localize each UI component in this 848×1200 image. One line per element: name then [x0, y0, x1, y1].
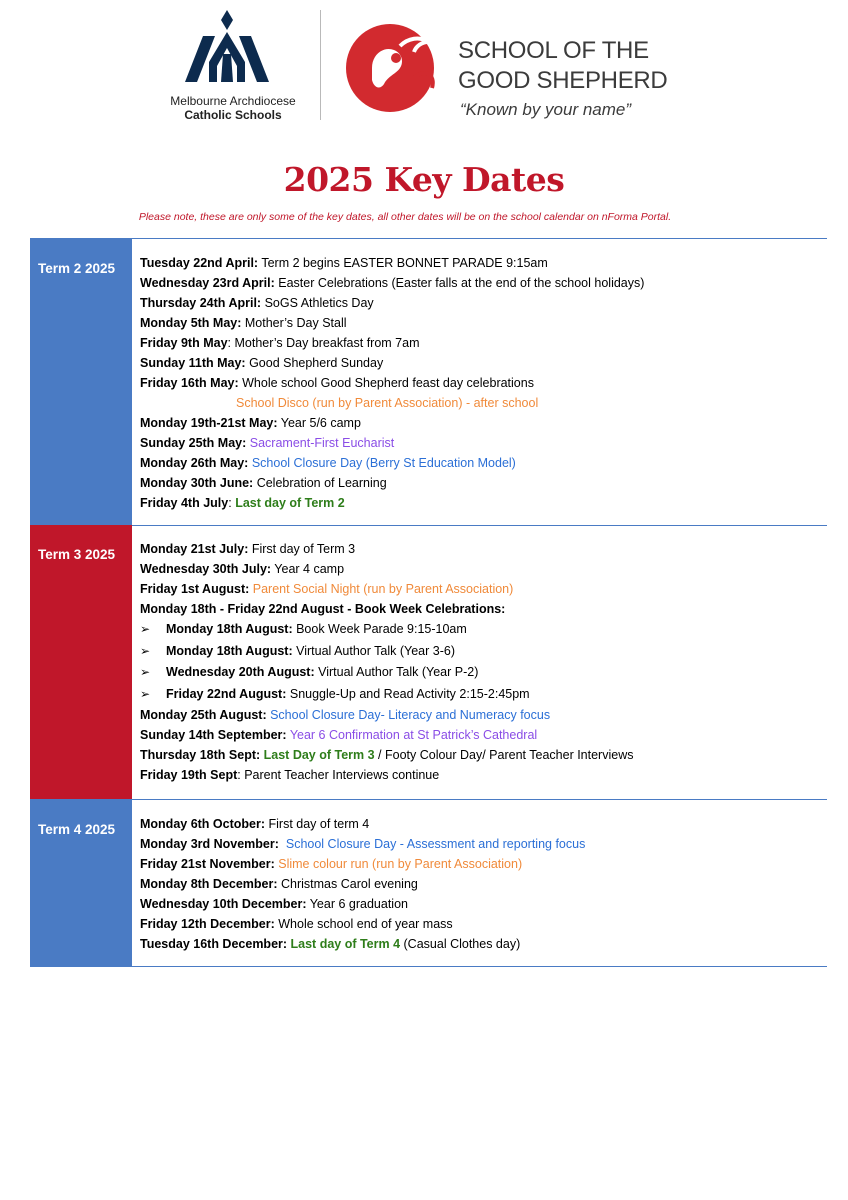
date-label: Wednesday 30th July:: [140, 562, 272, 576]
date-row: [140, 874, 827, 894]
date-row: [140, 313, 827, 333]
date-label: Monday 21st July:: [140, 542, 249, 556]
event-text: Book Week Parade 9:15-10am: [292, 622, 467, 636]
term-2-dates: [140, 253, 827, 513]
event-text: Snuggle-Up and Read Activity 2:15-2:45pm: [286, 686, 530, 701]
event-text: Year 5/6 camp: [277, 416, 361, 430]
date-label: Monday 18th - Friday 22nd August - Book Week Celebrations:: [140, 602, 506, 616]
term-4-section: [30, 799, 827, 967]
school-name-line1: SCHOOL OF THE: [458, 37, 649, 64]
date-row: [140, 854, 827, 874]
date-row: [140, 539, 827, 559]
date-row: [140, 579, 827, 599]
date-label: Wednesday 23rd April:: [140, 276, 275, 290]
date-row: [140, 559, 827, 579]
event-text: Whole school end of year mass: [274, 917, 453, 931]
date-row: [140, 253, 827, 273]
arrow-bullet-icon: ➢: [140, 686, 151, 701]
event-text: : Parent Teacher Interviews continue: [237, 768, 440, 782]
arrow-bullet-icon: ➢: [140, 643, 151, 658]
date-label: Friday 9th May: [140, 336, 228, 350]
event-text: School Disco (run by Parent Association) - after school: [236, 396, 539, 410]
event-text: School Closure Day - Assessment and reporting focus: [278, 837, 586, 851]
date-row: [140, 293, 827, 313]
arrow-bullet-icon: ➢: [140, 622, 151, 636]
event-text: Christmas Carol evening: [277, 877, 418, 891]
school-name: [458, 36, 698, 96]
event-text: Virtual Author Talk (Year P-2): [314, 665, 479, 679]
date-label: Tuesday 22nd April:: [140, 256, 259, 270]
school-name-line2: GOOD SHEPHERD: [458, 67, 668, 94]
event-text: School Closure Day- Literacy and Numeracy focus: [266, 708, 551, 722]
date-row: [140, 453, 827, 473]
date-label: Friday 19th Sept: [140, 768, 238, 782]
calendar-note: Please note, these are only some of the key dates, all other dates will be on the school calendar on nForma Portal.: [138, 211, 672, 223]
date-label: Monday 3rd November:: [140, 837, 279, 851]
date-label: Sunday 25th May:: [140, 436, 247, 450]
bullet-item: [140, 619, 827, 641]
date-row: [140, 433, 827, 453]
term-3-dates: [140, 539, 827, 785]
event-text: Sacrament-First Eucharist: [246, 436, 395, 450]
date-row: [140, 745, 827, 765]
event-text: Celebration of Learning: [253, 476, 387, 490]
term-4-dates: [140, 814, 827, 954]
date-row: [140, 894, 827, 914]
date-label: Monday 18th August:: [166, 622, 293, 636]
date-label: Monday 25th August:: [140, 708, 267, 722]
header-divider: [320, 10, 321, 120]
event-separator: :: [228, 496, 236, 510]
date-label: Monday 5th May:: [140, 316, 242, 330]
mitre-icon: [185, 10, 269, 82]
event-text: SoGS Athletics Day: [261, 296, 374, 310]
date-label: Monday 30th June:: [140, 476, 254, 490]
event-text: Last day of Term 4: [287, 937, 401, 951]
bullet-item: [140, 684, 827, 706]
event-text-extra: / Footy Colour Day/ Parent Teacher Interviews: [374, 748, 634, 762]
mac-name-line2: Catholic Schools: [184, 108, 282, 122]
date-label: Friday 1st August:: [140, 582, 250, 596]
date-row: [140, 725, 827, 745]
date-label: Friday 12th December:: [140, 917, 275, 931]
event-text: Easter Celebrations (Easter falls at the end of the school holidays): [274, 276, 645, 290]
date-row: [140, 473, 827, 493]
event-text: : Mother’s Day breakfast from 7am: [227, 336, 420, 350]
date-label: Wednesday 20th August:: [166, 665, 315, 679]
term-4-label-text: Term 4 2025: [38, 822, 116, 837]
event-text: Year 6 graduation: [306, 897, 408, 911]
date-row: [140, 914, 827, 934]
date-label: Wednesday 10th December:: [140, 897, 307, 911]
page-header: [0, 0, 848, 140]
school-tagline: “Known by your name”: [460, 100, 632, 119]
date-label: Sunday 14th September:: [140, 728, 287, 742]
event-text: Last day of Term 2: [235, 496, 345, 510]
date-row: [140, 493, 827, 513]
event-text: Parent Social Night (run by Parent Association): [249, 582, 514, 596]
date-label: Monday 6th October:: [140, 817, 266, 831]
event-text: First day of Term 3: [248, 542, 356, 556]
event-text: Last Day of Term 3: [260, 748, 375, 762]
term-2-label: [30, 239, 132, 525]
bullet-item: [140, 662, 827, 684]
mac-logo: [158, 10, 308, 125]
date-row: [140, 599, 827, 619]
term-3-label-text: Term 3 2025: [38, 547, 116, 562]
date-row: [140, 333, 827, 353]
date-label: Friday 4th July: [140, 496, 229, 510]
term-3-section: [30, 525, 827, 800]
event-text: Term 2 begins EASTER BONNET PARADE 9:15am: [258, 256, 548, 270]
bullet-item: [140, 641, 827, 663]
term-3-label: [30, 525, 132, 799]
date-label: Friday 22nd August:: [166, 686, 287, 701]
date-row: [140, 765, 827, 785]
event-text-extra: (Casual Clothes day): [400, 937, 521, 951]
event-text: First day of term 4: [265, 817, 370, 831]
event-text: School Closure Day (Berry St Education Model): [248, 456, 516, 470]
event-text: Whole school Good Shepherd feast day celebrations: [238, 376, 534, 390]
date-label: Friday 21st November:: [140, 857, 275, 871]
date-label: Monday 8th December:: [140, 877, 278, 891]
date-row: [140, 705, 827, 725]
event-text: Virtual Author Talk (Year 3-6): [292, 643, 455, 658]
good-shepherd-icon: [344, 18, 440, 114]
event-text: Year 6 Confirmation at St Patrick’s Cathedral: [286, 728, 538, 742]
arrow-bullet-icon: ➢: [140, 665, 151, 679]
date-row: [140, 353, 827, 373]
date-row: [140, 373, 827, 393]
date-label: Thursday 18th Sept:: [140, 748, 261, 762]
date-row: [140, 834, 827, 854]
date-label: Tuesday 16th December:: [140, 937, 288, 951]
event-text: Mother’s Day Stall: [241, 316, 347, 330]
date-row: [140, 413, 827, 433]
event-text: Slime colour run (run by Parent Association): [274, 857, 523, 871]
date-label: Friday 16th May:: [140, 376, 239, 390]
date-label: Thursday 24th April:: [140, 296, 262, 310]
term-4-label: [30, 800, 132, 966]
event-text: Good Shepherd Sunday: [245, 356, 384, 370]
date-label: Sunday 11th May:: [140, 356, 246, 370]
date-label: Monday 19th-21st May:: [140, 416, 278, 430]
event-text: Year 4 camp: [271, 562, 345, 576]
term-2-section: [30, 238, 827, 526]
date-row: [140, 934, 827, 954]
date-label: Monday 26th May:: [140, 456, 249, 470]
date-row: [140, 273, 827, 293]
date-label: Monday 18th August:: [166, 643, 293, 658]
term-2-label-text: Term 2 2025: [38, 261, 116, 276]
page-title: 2025 Key Dates: [283, 160, 565, 199]
mac-name-line1: Melbourne Archdiocese: [170, 94, 296, 108]
date-row: [140, 814, 827, 834]
date-row: [140, 393, 827, 413]
